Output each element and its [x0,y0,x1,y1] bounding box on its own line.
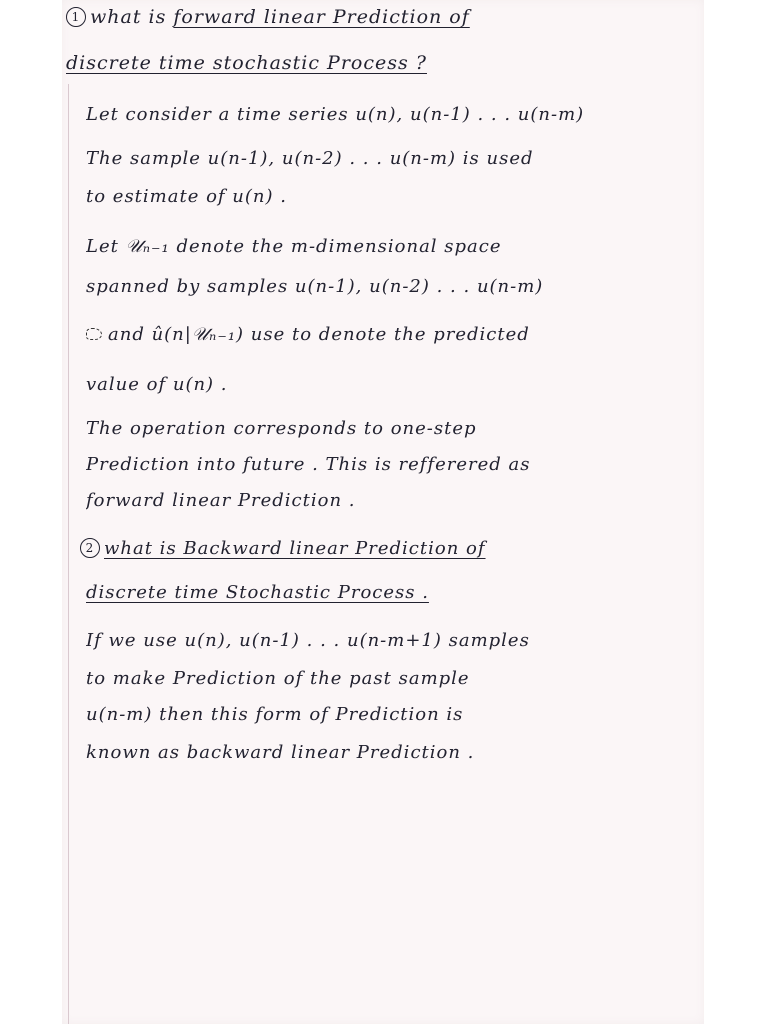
answer-1-line: spanned by samples u(n-1), u(n-2) . . . u(n-m) [86,276,544,297]
question-1-title: forward linear Prediction of [173,6,470,28]
question-2-line-1 [80,538,695,559]
answer-2-line: u(n-m) then this form of Prediction is [86,704,464,725]
margin-line [68,84,69,1024]
answer-1-line: forward linear Prediction . [86,490,356,511]
question-1-line-1 [66,6,681,28]
answer-1-line: Let consider a time series u(n), u(n-1) . . . u(n-m) [86,104,585,125]
question-number-badge: 1 [66,7,86,27]
answer-1-line: The sample u(n-1), u(n-2) . . . u(n-m) is used [86,148,534,169]
answer-1-line: The operation corresponds to one-step [86,418,477,439]
answer-2-line: If we use u(n), u(n-1) . . . u(n-m+1) samples [86,630,530,651]
answer-1-line [86,324,701,345]
question-number-badge: 2 [80,538,100,558]
question-1-prefix: what is [90,6,174,28]
question-2-title: what is Backward linear Prediction of [104,538,486,559]
answer-2-line: known as backward linear Prediction . [86,742,475,763]
page-edge [704,0,768,1024]
question-2-line-2: discrete time Stochastic Process . [86,582,429,603]
answer-1-line: Prediction into future . This is refferered as [86,454,531,475]
answer-1-line: to estimate of u(n) . [86,186,287,207]
question-1-line-2: discrete time stochastic Process ? [66,52,427,74]
answer-2-line: to make Prediction of the past sample [86,668,470,689]
answer-1-line: Let 𝒰ₙ₋₁ denote the m-dimensional space [86,236,502,257]
answer-1-text: and û(n|𝒰ₙ₋₁) use to denote the predicted [108,324,530,345]
answer-1-line: value of u(n) . [86,374,228,395]
scribble-mark [86,328,102,340]
